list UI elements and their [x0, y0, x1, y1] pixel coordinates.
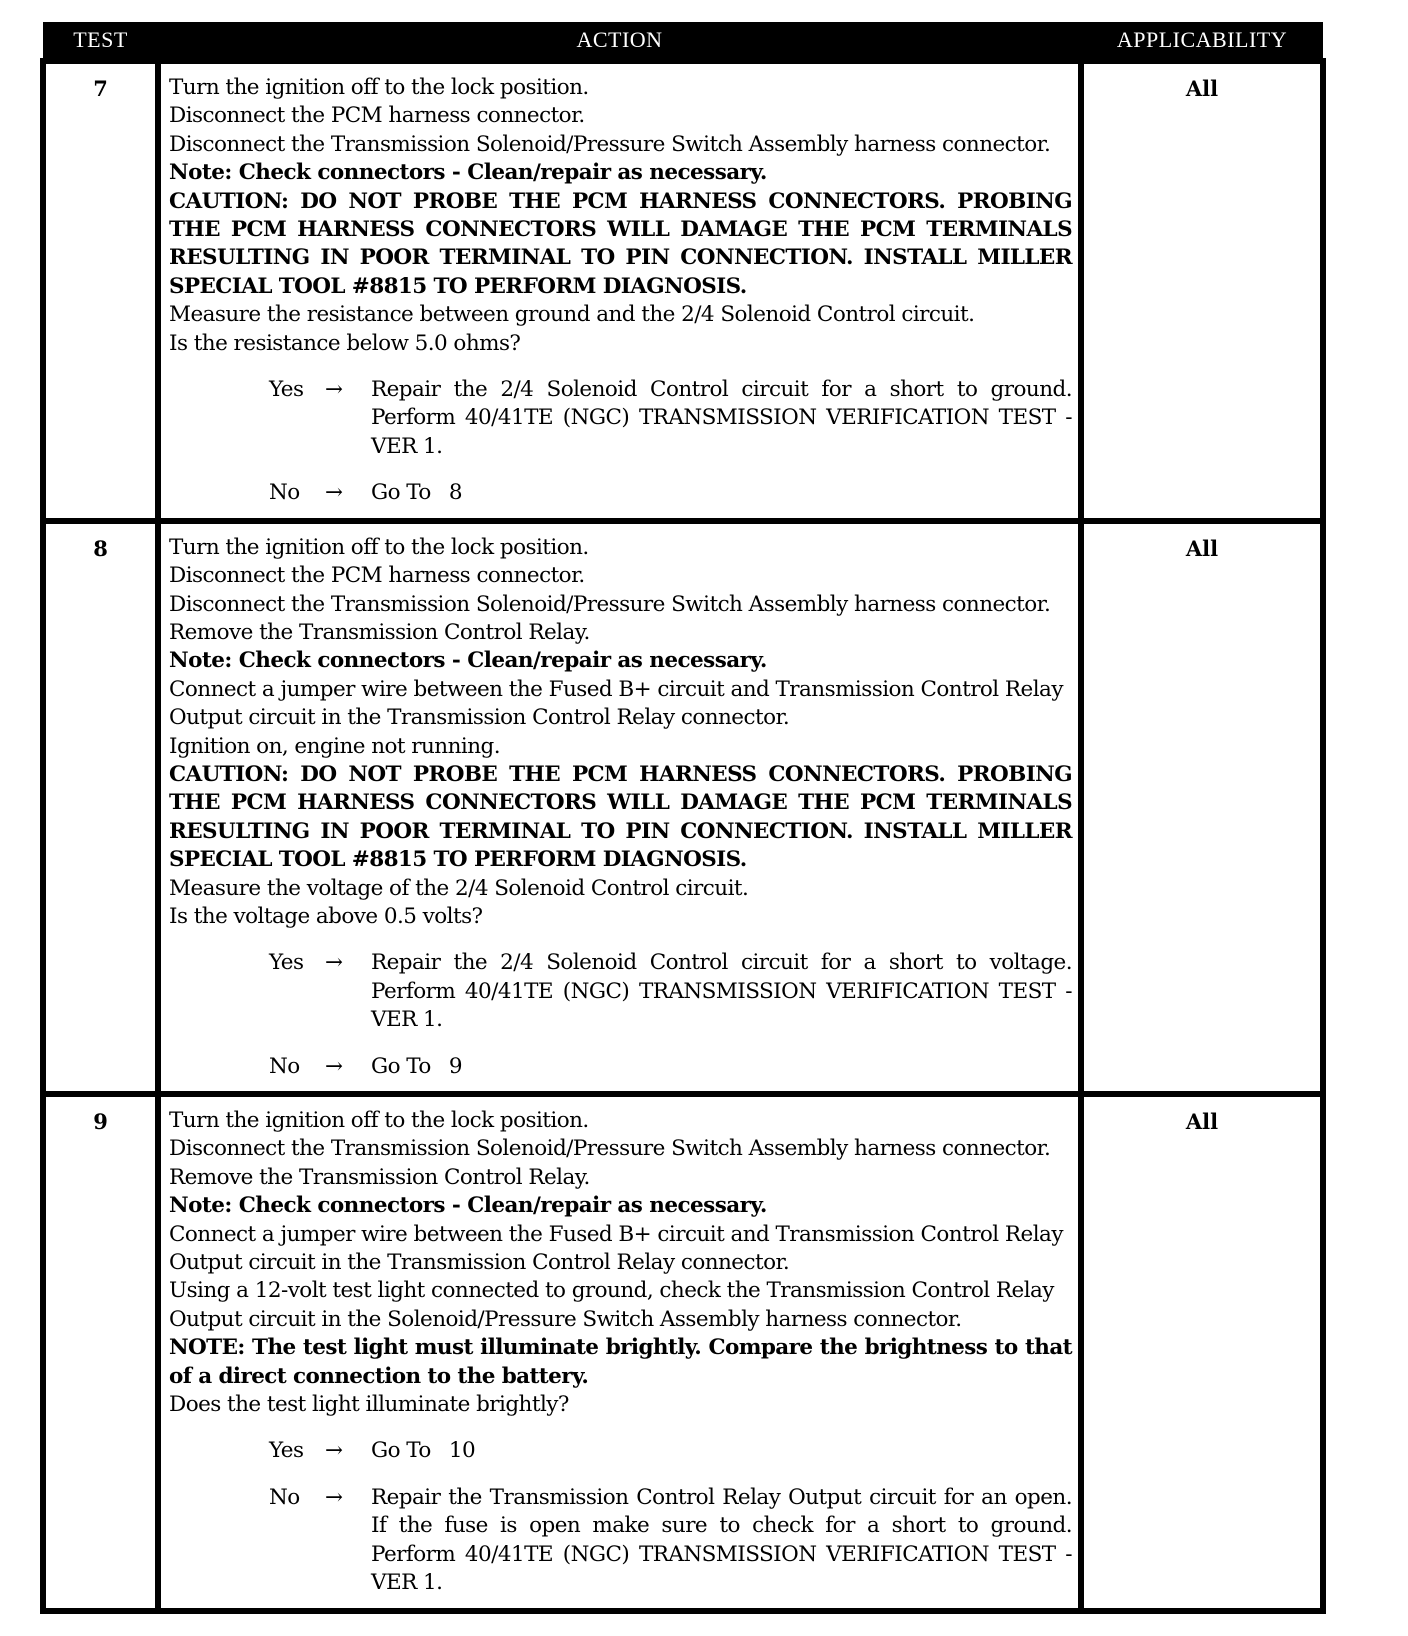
- test-number: 7: [93, 76, 108, 101]
- no-answer: [169, 1053, 1072, 1081]
- question-text: Does the test light illuminate brightly?: [169, 1392, 569, 1418]
- action-cell: [158, 1094, 1081, 1611]
- no-label: No: [269, 1484, 300, 1510]
- yes-answer: [169, 376, 1072, 461]
- action-step: Ignition on, engine not running.: [169, 733, 500, 759]
- action-step: Output circuit in the Solenoid/Pressure Switch Assembly harness connector.: [169, 1306, 962, 1332]
- no-label: No: [269, 480, 300, 506]
- goto-test-link[interactable]: 10: [448, 1438, 476, 1464]
- yes-answer: [169, 949, 1072, 1034]
- action-step: Connect a jumper wire between the Fused B+ circuit and Transmission Control Relay: [169, 1221, 1063, 1247]
- action-step: Disconnect the Transmission Solenoid/Pressure Switch Assembly harness connector.: [169, 1136, 1051, 1162]
- diagnostic-procedure-page: [40, 22, 1320, 1614]
- question-text: Is the resistance below 5.0 ohms?: [169, 330, 521, 356]
- action-step: Output circuit in the Transmission Control Relay connector.: [169, 705, 790, 731]
- test-row-9: [43, 1094, 1323, 1611]
- test-number-cell: [43, 521, 158, 1094]
- header-applicability: APPLICABILITY: [1081, 22, 1323, 61]
- goto-text: Go To: [371, 1438, 431, 1464]
- note-text: Note: Check connectors - Clean/repair as necessary.: [169, 1193, 767, 1219]
- action-step: Measure the resistance between ground and the 2/4 Solenoid Control circuit.: [169, 302, 975, 328]
- caution-text: CAUTION: DO NOT PROBE THE PCM HARNESS CONNECTORS. PROBING THE PCM HARNESS CONNECTORS WILL DAMAGE THE PCM TERMINALS RESULTING IN POOR TERMINAL TO PIN CONNECTION. INSTALL MILLER SPECIAL TOOL #8815 TO PERFORM DIAGNOSIS.: [169, 188, 1072, 299]
- goto-text: Go To: [371, 1053, 431, 1079]
- right-arrow-icon: →: [325, 480, 343, 506]
- action-step: Turn the ignition off to the lock position.: [169, 75, 589, 100]
- test-number: 8: [93, 535, 108, 561]
- action-step: Disconnect the PCM harness connector.: [169, 563, 585, 589]
- test-number-cell: [43, 1094, 158, 1611]
- yes-label: Yes: [269, 1438, 304, 1464]
- right-arrow-icon: →: [325, 950, 343, 976]
- action-cell: [158, 521, 1081, 1094]
- applicability-cell: [1081, 1094, 1323, 1611]
- action-step: Disconnect the Transmission Solenoid/Pressure Switch Assembly harness connector.: [169, 591, 1051, 617]
- applicability-value: All: [1185, 1109, 1219, 1134]
- test-number: 9: [93, 1109, 108, 1134]
- yes-label: Yes: [269, 950, 304, 976]
- header-test: TEST: [43, 22, 158, 61]
- yes-answer: [169, 1437, 1072, 1465]
- action-step: Disconnect the PCM harness connector.: [169, 103, 585, 129]
- note-text: Note: Check connectors - Clean/repair as necessary.: [169, 160, 767, 186]
- goto-test-link[interactable]: 9: [448, 1053, 462, 1079]
- yes-result-text: Repair the 2/4 Solenoid Control circuit for a short to voltage. Perform 40/41TE (NGC) TRANSMISSION VERIFICATION TEST - VER 1.: [371, 950, 1072, 1033]
- applicability-cell: [1081, 521, 1323, 1094]
- applicability-value: All: [1185, 76, 1219, 101]
- applicability-value: All: [1185, 535, 1219, 561]
- goto-text: Go To: [371, 480, 431, 506]
- test-number-cell: [43, 61, 158, 521]
- right-arrow-icon: →: [325, 1484, 343, 1510]
- diagnostic-test-table: [40, 22, 1326, 1614]
- right-arrow-icon: →: [325, 1438, 343, 1464]
- applicability-cell: [1081, 61, 1323, 521]
- action-step: Measure the voltage of the 2/4 Solenoid Control circuit.: [169, 875, 749, 901]
- goto-test-link[interactable]: 8: [448, 480, 462, 506]
- question-text: Is the voltage above 0.5 volts?: [169, 903, 483, 929]
- action-step: Turn the ignition off to the lock position.: [169, 534, 589, 560]
- yes-label: Yes: [269, 377, 304, 403]
- action-step: Disconnect the Transmission Solenoid/Pressure Switch Assembly harness connector.: [169, 131, 1051, 157]
- action-step: Turn the ignition off to the lock position.: [169, 1108, 589, 1133]
- yes-result-text: Repair the 2/4 Solenoid Control circuit for a short to ground. Perform 40/41TE (NGC) TRANSMISSION VERIFICATION TEST - VER 1.: [371, 377, 1072, 459]
- note-text: Note: Check connectors - Clean/repair as necessary.: [169, 648, 767, 674]
- right-arrow-icon: →: [325, 1053, 343, 1079]
- action-step: Remove the Transmission Control Relay.: [169, 619, 590, 645]
- no-answer: [169, 1484, 1072, 1598]
- no-result-text: Repair the Transmission Control Relay Output circuit for an open. If the fuse is open make sure to check for a short to ground. Perform 40/41TE (NGC) TRANSMISSION VERIFICATION TEST - VER 1.: [371, 1484, 1072, 1596]
- note-text: NOTE: The test light must illuminate brightly. Compare the brightness to that of a direct connection to the battery.: [169, 1335, 1072, 1389]
- action-cell: [158, 61, 1081, 521]
- test-row-7: [43, 61, 1323, 521]
- header-action: ACTION: [158, 22, 1081, 61]
- test-row-8: [43, 521, 1323, 1094]
- action-step: Remove the Transmission Control Relay.: [169, 1164, 590, 1190]
- caution-text: CAUTION: DO NOT PROBE THE PCM HARNESS CONNECTORS. PROBING THE PCM HARNESS CONNECTORS WILL DAMAGE THE PCM TERMINALS RESULTING IN POOR TERMINAL TO PIN CONNECTION. INSTALL MILLER SPECIAL TOOL #8815 TO PERFORM DIAGNOSIS.: [169, 761, 1072, 873]
- table-header-row: [43, 22, 1323, 61]
- right-arrow-icon: →: [325, 377, 343, 403]
- no-answer: [169, 479, 1072, 507]
- action-step: Connect a jumper wire between the Fused B+ circuit and Transmission Control Relay: [169, 676, 1063, 702]
- action-step: Using a 12-volt test light connected to ground, check the Transmission Control Relay: [169, 1278, 1054, 1304]
- action-step: Output circuit in the Transmission Control Relay connector.: [169, 1250, 790, 1276]
- no-label: No: [269, 1053, 300, 1079]
